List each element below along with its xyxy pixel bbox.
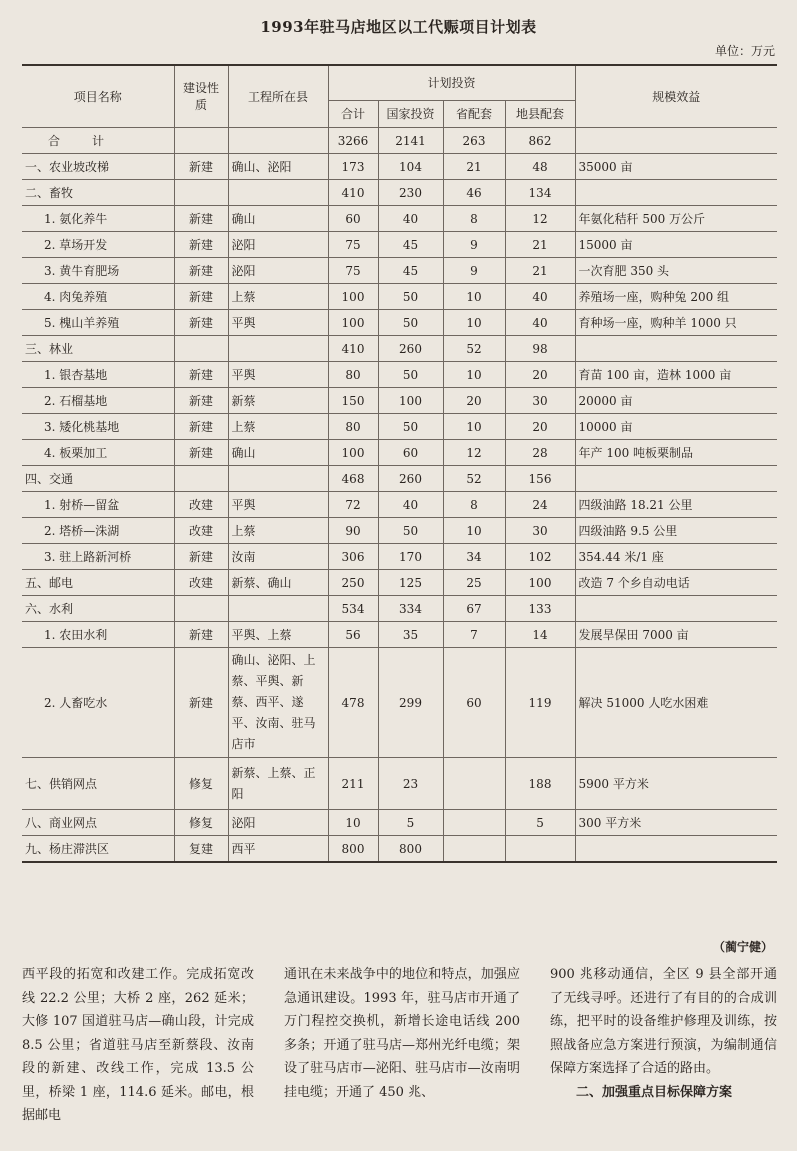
cell-nature: 修复 (174, 810, 228, 836)
cell-project-name: 二、畜牧 (22, 180, 174, 206)
table-row (22, 492, 777, 518)
cell-project-name: 三、林业 (22, 336, 174, 362)
cell-local: 30 (505, 518, 575, 544)
table-row (22, 596, 777, 622)
cell-benefit: 300 平方米 (575, 810, 777, 836)
cell-project-name: 1. 射桥—留盆 (22, 492, 174, 518)
cell-local: 40 (505, 284, 575, 310)
cell-provincial: 60 (443, 648, 505, 758)
cell-benefit: 一次育肥 350 头 (575, 258, 777, 284)
cell-county: 上蔡 (228, 518, 328, 544)
cell-benefit: 发展旱保田 7000 亩 (575, 622, 777, 648)
table-row (22, 232, 777, 258)
cell-county: 确山 (228, 440, 328, 466)
cell-provincial: 10 (443, 310, 505, 336)
cell-nature (174, 466, 228, 492)
table-row (22, 180, 777, 206)
column-text: 西平段的拓宽和改建工作。完成拓宽改线 22.2 公里；大桥 2 座，262 延米；大修 107 国道驻马店—确山段，计完成 8.5 公里；省道驻马店至新蔡段、汝南段的新建、改线工作，完成 13.5 公里，桥梁 1 座，114.6 延米。邮电，根据邮电 (22, 967, 254, 1123)
cell-provincial: 8 (443, 206, 505, 232)
table-row (22, 544, 777, 570)
project-plan-table (22, 64, 777, 863)
cell-provincial: 9 (443, 258, 505, 284)
cell-benefit: 354.44 米/1 座 (575, 544, 777, 570)
cell-benefit: 10000 亩 (575, 414, 777, 440)
cell-provincial: 12 (443, 440, 505, 466)
cell-benefit: 5900 平方米 (575, 758, 777, 810)
cell-benefit: 四级油路 18.21 公里 (575, 492, 777, 518)
table-row (22, 258, 777, 284)
cell-provincial: 34 (443, 544, 505, 570)
cell-county: 上蔡 (228, 414, 328, 440)
cell-project-name: 1. 农田水利 (22, 622, 174, 648)
cell-nature: 改建 (174, 570, 228, 596)
cell-project-name: 六、水利 (22, 596, 174, 622)
cell-local: 862 (505, 128, 575, 154)
cell-county: 上蔡 (228, 284, 328, 310)
cell-benefit (575, 180, 777, 206)
cell-project-name: 3. 驻上路新河桥 (22, 544, 174, 570)
cell-local: 20 (505, 414, 575, 440)
cell-county: 确山、泌阳 (228, 154, 328, 180)
cell-county: 确山、泌阳、上蔡、平舆、新蔡、西平、遂平、汝南、驻马店市 (228, 648, 328, 758)
cell-provincial: 10 (443, 518, 505, 544)
table-row (22, 622, 777, 648)
cell-local (505, 836, 575, 863)
cell-project-name: 1. 银杏基地 (22, 362, 174, 388)
table-row (22, 466, 777, 492)
cell-national: 334 (378, 596, 443, 622)
cell-local: 48 (505, 154, 575, 180)
cell-benefit: 年产 100 吨板栗制品 (575, 440, 777, 466)
table-row (22, 154, 777, 180)
cell-project-name: 合 计 (22, 128, 174, 154)
cell-local: 28 (505, 440, 575, 466)
cell-project-name: 1. 氨化养牛 (22, 206, 174, 232)
cell-county: 平舆 (228, 362, 328, 388)
cell-nature: 新建 (174, 258, 228, 284)
cell-benefit (575, 836, 777, 863)
header-name: 项目名称 (22, 65, 174, 128)
cell-local: 188 (505, 758, 575, 810)
cell-project-name: 九、杨庄滞洪区 (22, 836, 174, 863)
cell-national: 230 (378, 180, 443, 206)
header-total: 合计 (328, 101, 378, 128)
cell-local: 21 (505, 232, 575, 258)
table-row (22, 362, 777, 388)
column-text: 通讯在未来战争中的地位和特点，加强应急通讯建设。1993 年，驻马店市开通了万门程控交换机，新增长途电话线 200 多条；开通了驻马店—郑州光纤电缆；架设了驻马店市—泌阳、驻马店市—汝南明挂电缆；开通了 450 兆、 (284, 967, 520, 1100)
cell-national: 50 (378, 518, 443, 544)
cell-benefit: 15000 亩 (575, 232, 777, 258)
table-row (22, 414, 777, 440)
cell-local: 14 (505, 622, 575, 648)
cell-provincial: 20 (443, 388, 505, 414)
cell-national: 104 (378, 154, 443, 180)
cell-benefit: 35000 亩 (575, 154, 777, 180)
cell-nature: 新建 (174, 648, 228, 758)
cell-total: 56 (328, 622, 378, 648)
cell-county: 平舆 (228, 310, 328, 336)
cell-county: 西平 (228, 836, 328, 863)
cell-total: 80 (328, 362, 378, 388)
cell-national: 2141 (378, 128, 443, 154)
cell-nature: 新建 (174, 232, 228, 258)
table-row (22, 758, 777, 810)
cell-local: 30 (505, 388, 575, 414)
cell-benefit: 年氨化秸秆 500 万公斤 (575, 206, 777, 232)
header-local: 地县配套 (505, 101, 575, 128)
cell-national: 45 (378, 232, 443, 258)
table-row (22, 128, 777, 154)
cell-total: 80 (328, 414, 378, 440)
cell-national: 5 (378, 810, 443, 836)
header-national: 国家投资 (378, 101, 443, 128)
cell-total: 100 (328, 310, 378, 336)
cell-county (228, 180, 328, 206)
cell-nature: 新建 (174, 388, 228, 414)
cell-provincial (443, 836, 505, 863)
table-row (22, 518, 777, 544)
cell-benefit: 20000 亩 (575, 388, 777, 414)
cell-provincial: 10 (443, 284, 505, 310)
table-row (22, 336, 777, 362)
cell-nature: 改建 (174, 492, 228, 518)
cell-county: 新蔡、上蔡、正阳 (228, 758, 328, 810)
cell-nature (174, 596, 228, 622)
cell-provincial: 21 (443, 154, 505, 180)
cell-county: 平舆 (228, 492, 328, 518)
cell-total: 90 (328, 518, 378, 544)
cell-national: 260 (378, 336, 443, 362)
cell-nature: 新建 (174, 154, 228, 180)
cell-national: 35 (378, 622, 443, 648)
cell-benefit: 育苗 100 亩，造林 1000 亩 (575, 362, 777, 388)
cell-provincial: 263 (443, 128, 505, 154)
header-nature: 建设性质 (174, 65, 228, 128)
cell-total: 534 (328, 596, 378, 622)
cell-provincial: 9 (443, 232, 505, 258)
cell-county: 平舆、上蔡 (228, 622, 328, 648)
cell-local: 24 (505, 492, 575, 518)
cell-project-name: 3. 矮化桃基地 (22, 414, 174, 440)
cell-county: 新蔡 (228, 388, 328, 414)
cell-national: 60 (378, 440, 443, 466)
cell-county: 新蔡、确山 (228, 570, 328, 596)
cell-local: 5 (505, 810, 575, 836)
cell-nature: 新建 (174, 440, 228, 466)
cell-national: 125 (378, 570, 443, 596)
cell-benefit (575, 128, 777, 154)
cell-provincial (443, 810, 505, 836)
table-row (22, 570, 777, 596)
cell-local: 133 (505, 596, 575, 622)
text-column-2 (284, 963, 520, 1104)
cell-national: 50 (378, 284, 443, 310)
cell-project-name: 八、商业网点 (22, 810, 174, 836)
table-row (22, 836, 777, 863)
cell-project-name: 四、交通 (22, 466, 174, 492)
cell-project-name: 一、农业坡改梯 (22, 154, 174, 180)
cell-county: 汝南 (228, 544, 328, 570)
cell-county: 泌阳 (228, 258, 328, 284)
cell-nature (174, 180, 228, 206)
cell-nature: 复建 (174, 836, 228, 863)
cell-total: 150 (328, 388, 378, 414)
header-county: 工程所在县 (228, 65, 328, 128)
cell-nature: 新建 (174, 414, 228, 440)
cell-national: 50 (378, 362, 443, 388)
cell-national: 23 (378, 758, 443, 810)
cell-county (228, 128, 328, 154)
table-row (22, 284, 777, 310)
table-row (22, 310, 777, 336)
section-heading: 二、加强重点目标保障方案 (576, 1084, 733, 1100)
table-row (22, 440, 777, 466)
table-row (22, 648, 777, 758)
cell-county (228, 336, 328, 362)
cell-national: 100 (378, 388, 443, 414)
cell-county (228, 596, 328, 622)
cell-local: 119 (505, 648, 575, 758)
author-note: （蔺宁健） (712, 940, 773, 954)
cell-provincial (443, 758, 505, 810)
cell-benefit (575, 596, 777, 622)
cell-benefit: 四级油路 9.5 公里 (575, 518, 777, 544)
cell-local: 102 (505, 544, 575, 570)
cell-nature: 新建 (174, 206, 228, 232)
cell-benefit (575, 336, 777, 362)
cell-local: 21 (505, 258, 575, 284)
cell-provincial: 67 (443, 596, 505, 622)
cell-total: 410 (328, 336, 378, 362)
header-provincial: 省配套 (443, 101, 505, 128)
cell-local: 134 (505, 180, 575, 206)
cell-national: 40 (378, 492, 443, 518)
cell-local: 12 (505, 206, 575, 232)
cell-national: 40 (378, 206, 443, 232)
cell-county: 泌阳 (228, 810, 328, 836)
cell-nature: 新建 (174, 362, 228, 388)
cell-project-name: 3. 黄牛育肥场 (22, 258, 174, 284)
header-plan-investment: 计划投资 (328, 65, 575, 101)
cell-provincial: 10 (443, 414, 505, 440)
cell-total: 75 (328, 232, 378, 258)
cell-provincial: 7 (443, 622, 505, 648)
cell-total: 173 (328, 154, 378, 180)
table-row (22, 206, 777, 232)
cell-nature: 新建 (174, 544, 228, 570)
cell-county (228, 466, 328, 492)
cell-project-name: 2. 草场开发 (22, 232, 174, 258)
cell-project-name: 5. 槐山羊养殖 (22, 310, 174, 336)
cell-nature (174, 128, 228, 154)
cell-benefit: 养殖场一座，购种兔 200 组 (575, 284, 777, 310)
cell-provincial: 52 (443, 466, 505, 492)
unit-label: 单位：万元 (714, 44, 775, 58)
cell-nature (174, 336, 228, 362)
cell-total: 10 (328, 810, 378, 836)
cell-benefit: 育种场一座，购种羊 1000 只 (575, 310, 777, 336)
cell-total: 72 (328, 492, 378, 518)
cell-national: 800 (378, 836, 443, 863)
cell-nature: 新建 (174, 310, 228, 336)
cell-national: 50 (378, 310, 443, 336)
cell-nature: 新建 (174, 622, 228, 648)
cell-total: 478 (328, 648, 378, 758)
cell-total: 211 (328, 758, 378, 810)
cell-county: 泌阳 (228, 232, 328, 258)
cell-national: 170 (378, 544, 443, 570)
cell-project-name: 七、供销网点 (22, 758, 174, 810)
cell-provincial: 10 (443, 362, 505, 388)
cell-local: 98 (505, 336, 575, 362)
cell-project-name: 4. 肉兔养殖 (22, 284, 174, 310)
cell-total: 800 (328, 836, 378, 863)
cell-national: 299 (378, 648, 443, 758)
cell-nature: 改建 (174, 518, 228, 544)
cell-total: 3266 (328, 128, 378, 154)
cell-national: 50 (378, 414, 443, 440)
header-benefit: 规模效益 (575, 65, 777, 128)
cell-total: 100 (328, 284, 378, 310)
cell-local: 100 (505, 570, 575, 596)
cell-total: 250 (328, 570, 378, 596)
page-title: 1993年驻马店地区以工代赈项目计划表 (260, 18, 537, 36)
cell-nature: 修复 (174, 758, 228, 810)
cell-national: 260 (378, 466, 443, 492)
cell-benefit: 改造 7 个乡自动电话 (575, 570, 777, 596)
cell-nature: 新建 (174, 284, 228, 310)
cell-project-name: 2. 人畜吃水 (22, 648, 174, 758)
cell-project-name: 五、邮电 (22, 570, 174, 596)
table-row (22, 388, 777, 414)
cell-benefit (575, 466, 777, 492)
cell-benefit: 解决 51000 人吃水困难 (575, 648, 777, 758)
cell-provincial: 25 (443, 570, 505, 596)
cell-national: 45 (378, 258, 443, 284)
cell-provincial: 46 (443, 180, 505, 206)
cell-local: 156 (505, 466, 575, 492)
table-body (22, 128, 777, 863)
cell-total: 468 (328, 466, 378, 492)
cell-total: 75 (328, 258, 378, 284)
cell-county: 确山 (228, 206, 328, 232)
cell-provincial: 8 (443, 492, 505, 518)
cell-project-name: 2. 塔桥—洙湖 (22, 518, 174, 544)
cell-provincial: 52 (443, 336, 505, 362)
cell-total: 306 (328, 544, 378, 570)
table-row (22, 810, 777, 836)
text-column-3 (550, 963, 777, 1104)
cell-project-name: 2. 石榴基地 (22, 388, 174, 414)
text-column-1 (22, 963, 254, 1128)
cell-total: 60 (328, 206, 378, 232)
cell-total: 410 (328, 180, 378, 206)
cell-local: 40 (505, 310, 575, 336)
cell-total: 100 (328, 440, 378, 466)
cell-project-name: 4. 板栗加工 (22, 440, 174, 466)
column-text: 900 兆移动通信，全区 9 县全部开通了无线寻呼。还进行了有目的的合成训练，把平时的设备维护修理及训练，按照战备应急方案进行预演，为编制通信保障方案选择了合适的路由。 (550, 967, 777, 1076)
cell-local: 20 (505, 362, 575, 388)
